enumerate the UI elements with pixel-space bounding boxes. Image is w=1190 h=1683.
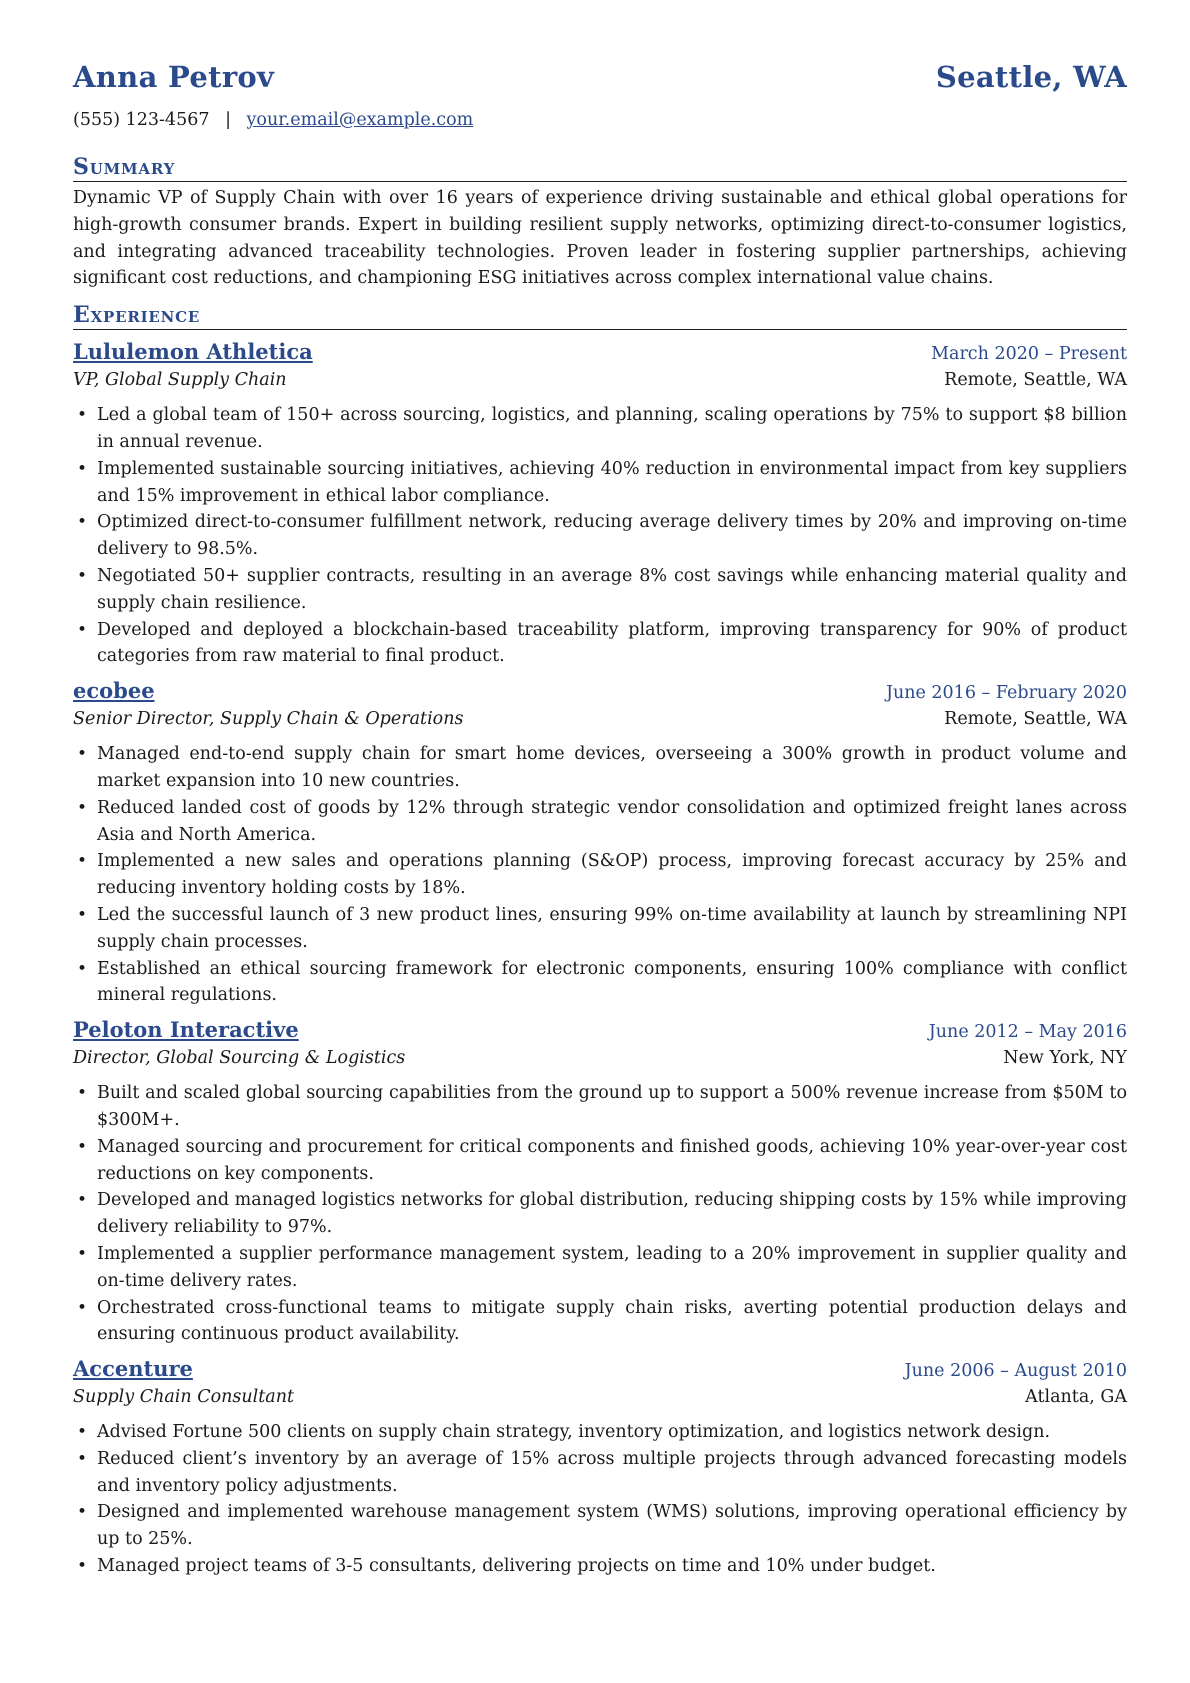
bullet-item: • Advised Fortune 500 clients on supply chain strategy, inventory optimization, and logistics network design. <box>73 1419 1127 1446</box>
job-entry <box>73 1016 1127 1348</box>
summary-heading: Summary <box>73 154 1127 182</box>
job-header <box>73 1355 1127 1383</box>
job-dates: March 2020 – Present <box>931 344 1127 365</box>
bullet-item: • Developed and managed logistics networks for global distribution, reducing shipping costs by 15% while improving delivery reliability to 97%. <box>73 1187 1127 1241</box>
bullet-item: • Led the successful launch of 3 new product lines, ensuring 99% on-time availability at launch by streamlining NPI supply chain processes. <box>73 902 1127 956</box>
job-bullets <box>73 1080 1127 1348</box>
company-name[interactable]: Peloton Interactive <box>73 1017 299 1043</box>
bullet-item: • Orchestrated cross-functional teams to mitigate supply chain risks, averting potential production delays and ensuring continuous product availability. <box>73 1295 1127 1349</box>
job-title: Supply Chain Consultant <box>73 1387 295 1408</box>
job-subheader <box>73 1383 1127 1411</box>
job-title: Senior Director, Supply Chain & Operations <box>73 709 464 730</box>
contact-line <box>73 110 1127 136</box>
bullet-item: • Implemented a new sales and operations planning (S&OP) process, improving forecast accuracy by 25% and reducing inventory holding costs by 18%. <box>73 848 1127 902</box>
candidate-name: Anna Petrov <box>73 60 275 94</box>
bullet-item: • Established an ethical sourcing framework for electronic components, ensuring 100% compliance with conflict mineral regulations. <box>73 956 1127 1010</box>
job-entry <box>73 338 1127 670</box>
bullet-item: • Managed project teams of 3-5 consultants, delivering projects on time and 10% under budget. <box>73 1553 1127 1580</box>
job-bullets <box>73 402 1127 670</box>
job-bullets <box>73 741 1127 1009</box>
job-header <box>73 677 1127 705</box>
experience-heading: Experience <box>73 302 1127 330</box>
bullet-item: • Implemented a supplier performance management system, leading to a 20% improvement in supplier quality and on-time delivery rates. <box>73 1241 1127 1295</box>
job-entry <box>73 1355 1127 1580</box>
phone-number: (555) 123-4567 <box>73 110 210 130</box>
bullet-item: • Implemented sustainable sourcing initiatives, achieving 40% reduction in environmental impact from key suppliers and 15% improvement in ethical labor compliance. <box>73 456 1127 510</box>
bullet-item: • Optimized direct-to-consumer fulfillment network, reducing average delivery times by 20% and improving on-time delivery to 98.5%. <box>73 509 1127 563</box>
bullet-item: • Designed and implemented warehouse management system (WMS) solutions, improving operational efficiency by up to 25%. <box>73 1499 1127 1553</box>
bullet-item: • Developed and deployed a blockchain-based traceability platform, improving transparency for 90% of product categories from raw material to final product. <box>73 617 1127 671</box>
company-name[interactable]: ecobee <box>73 678 155 704</box>
job-location: Remote, Seattle, WA <box>944 709 1127 730</box>
job-header <box>73 338 1127 366</box>
job-location: New York, NY <box>1003 1048 1127 1069</box>
job-header <box>73 1016 1127 1044</box>
job-subheader <box>73 705 1127 733</box>
candidate-location: Seattle, WA <box>935 60 1127 94</box>
job-dates: June 2006 – August 2010 <box>904 1361 1127 1382</box>
bullet-item: • Led a global team of 150+ across sourcing, logistics, and planning, scaling operations by 75% to support $8 billion in annual revenue. <box>73 402 1127 456</box>
bullet-item: • Managed end-to-end supply chain for smart home devices, overseeing a 300% growth in product volume and market expansion into 10 new countries. <box>73 741 1127 795</box>
bullet-item: • Built and scaled global sourcing capabilities from the ground up to support a 500% revenue increase from $50M to $300M+. <box>73 1080 1127 1134</box>
company-name[interactable]: Lululemon Athletica <box>73 339 313 365</box>
bullet-item: • Reduced client’s inventory by an average of 15% across multiple projects through advanced forecasting models and inventory policy adjustments. <box>73 1446 1127 1500</box>
job-dates: June 2012 – May 2016 <box>928 1022 1127 1043</box>
job-title: Director, Global Sourcing & Logistics <box>73 1048 406 1069</box>
contact-separator: | <box>225 110 231 130</box>
job-entry <box>73 677 1127 1009</box>
email-link[interactable]: your.email@example.com <box>246 110 474 130</box>
company-name[interactable]: Accenture <box>73 1356 193 1382</box>
job-title: VP, Global Supply Chain <box>73 370 287 391</box>
resume-content <box>73 60 1127 1580</box>
bullet-item: • Reduced landed cost of goods by 12% through strategic vendor consolidation and optimized freight lanes across Asia and North America. <box>73 795 1127 849</box>
bullet-item: • Negotiated 50+ supplier contracts, resulting in an average 8% cost savings while enhancing material quality and supply chain resilience. <box>73 563 1127 617</box>
job-location: Atlanta, GA <box>1025 1387 1127 1408</box>
experience-list <box>73 338 1127 1580</box>
job-bullets <box>73 1419 1127 1580</box>
job-subheader <box>73 366 1127 394</box>
job-dates: June 2016 – February 2020 <box>885 683 1127 704</box>
job-subheader <box>73 1044 1127 1072</box>
bullet-item: • Managed sourcing and procurement for critical components and finished goods, achieving 10% year-over-year cost reductions on key components. <box>73 1134 1127 1188</box>
resume-header <box>73 60 1127 104</box>
job-location: Remote, Seattle, WA <box>944 370 1127 391</box>
summary-text: Dynamic VP of Supply Chain with over 16 years of experience driving sustainable and ethical global operations for high-growth consumer brands. Expert in building resilient supply networks, optimizing direct-to-consumer logistics, and integrating advanced traceability technologies. Proven leader in fostering supplier partnerships, achieving significant cost reductions, and championing ESG initiatives across complex international value chains. <box>73 188 1127 289</box>
